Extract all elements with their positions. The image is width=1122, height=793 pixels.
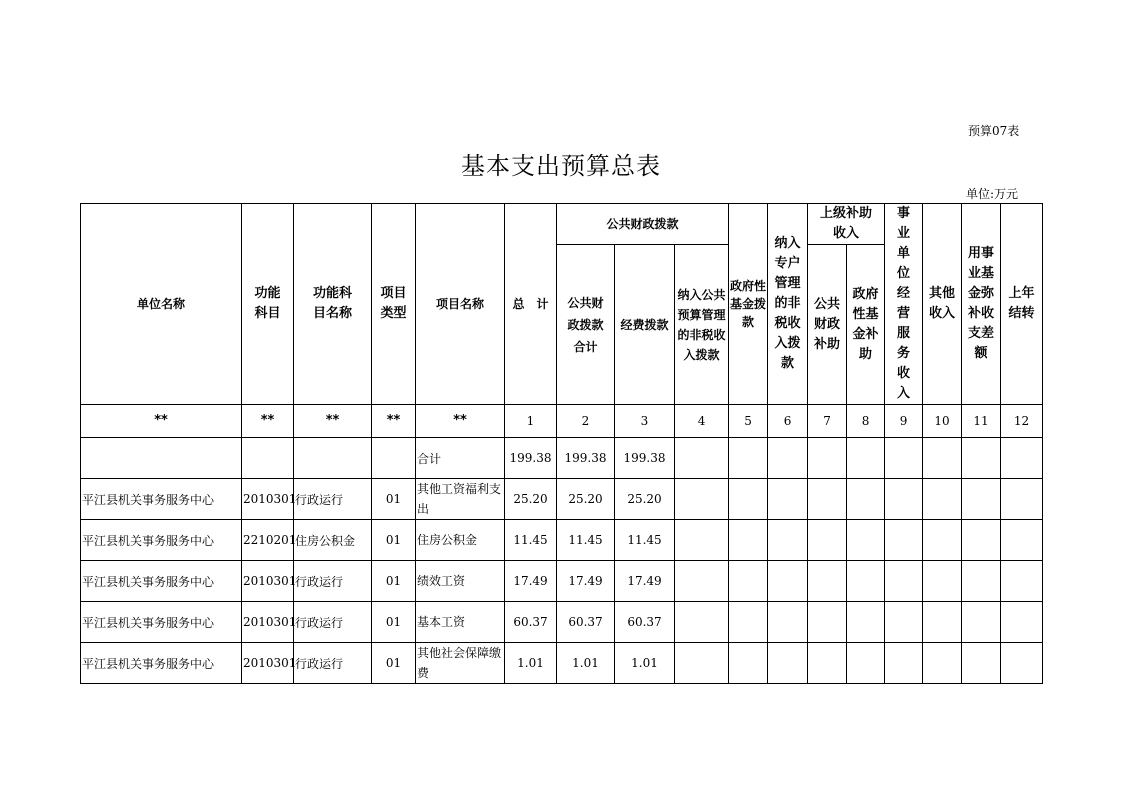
item-cell: 其他社会保障缴费 bbox=[416, 643, 505, 684]
index-cell: ** bbox=[242, 405, 294, 438]
index-cell: 10 bbox=[923, 405, 962, 438]
index-cell: 3 bbox=[615, 405, 675, 438]
summary-total: 199.38 bbox=[505, 438, 557, 479]
unit-cell: 平江县机关事务服务中心 bbox=[81, 479, 242, 520]
header-funding: 经费拨款 bbox=[615, 245, 675, 405]
index-cell: 2 bbox=[557, 405, 615, 438]
index-row bbox=[81, 405, 1043, 438]
header-func-code: 功能科目 bbox=[242, 204, 294, 405]
code-cell: 2010301 bbox=[242, 602, 294, 643]
summary-public-total: 199.38 bbox=[557, 438, 615, 479]
header-upper-public: 公共财政补助 bbox=[808, 245, 847, 405]
type-cell: 01 bbox=[372, 520, 416, 561]
unit-cell: 平江县机关事务服务中心 bbox=[81, 561, 242, 602]
code-cell: 2210201 bbox=[242, 520, 294, 561]
header-business-income: 事业单位经营服务收入 bbox=[885, 204, 923, 405]
code-cell: 2010301 bbox=[242, 643, 294, 684]
funding-cell: 60.37 bbox=[615, 602, 675, 643]
header-total: 总 计 bbox=[505, 204, 557, 405]
func-cell: 行政运行 bbox=[294, 479, 372, 520]
index-cell: ** bbox=[416, 405, 505, 438]
table-row bbox=[81, 602, 1043, 643]
table-row bbox=[81, 643, 1043, 684]
unit-cell: 平江县机关事务服务中心 bbox=[81, 602, 242, 643]
item-cell: 其他工资福利支出 bbox=[416, 479, 505, 520]
form-number: 预算07表 bbox=[968, 124, 1020, 138]
table-row bbox=[81, 561, 1043, 602]
header-item-type: 项目类型 bbox=[372, 204, 416, 405]
index-cell: ** bbox=[294, 405, 372, 438]
type-cell: 01 bbox=[372, 561, 416, 602]
public-total-cell: 17.49 bbox=[557, 561, 615, 602]
header-upper-gov-fund: 政府性基金补助 bbox=[847, 245, 885, 405]
funding-cell: 25.20 bbox=[615, 479, 675, 520]
header-last-year: 上年结转 bbox=[1001, 204, 1043, 405]
index-cell: 9 bbox=[885, 405, 923, 438]
header-public-finance-total: 公共财政拨款合计 bbox=[557, 245, 615, 405]
code-cell: 2010301 bbox=[242, 561, 294, 602]
public-total-cell: 60.37 bbox=[557, 602, 615, 643]
page-title: 基本支出预算总表 bbox=[461, 152, 661, 180]
index-cell: ** bbox=[372, 405, 416, 438]
index-cell: 11 bbox=[962, 405, 1001, 438]
type-cell: 01 bbox=[372, 643, 416, 684]
unit-cell: 平江县机关事务服务中心 bbox=[81, 643, 242, 684]
index-cell: 6 bbox=[768, 405, 808, 438]
code-cell: 2010301 bbox=[242, 479, 294, 520]
header-unit-name: 单位名称 bbox=[81, 204, 242, 405]
index-cell: 12 bbox=[1001, 405, 1043, 438]
total-cell: 11.45 bbox=[505, 520, 557, 561]
item-cell: 绩效工资 bbox=[416, 561, 505, 602]
unit-cell: 平江县机关事务服务中心 bbox=[81, 520, 242, 561]
header-public-finance: 公共财政拨款 bbox=[557, 204, 729, 245]
header-fund-offset: 用事业基金弥补收支差额 bbox=[962, 204, 1001, 405]
unit-label: 单位:万元 bbox=[966, 187, 1019, 201]
index-cell: ** bbox=[81, 405, 242, 438]
table-row bbox=[81, 520, 1043, 561]
funding-cell: 11.45 bbox=[615, 520, 675, 561]
index-cell: 4 bbox=[675, 405, 729, 438]
summary-label: 合计 bbox=[416, 438, 505, 479]
budget-table bbox=[80, 203, 1043, 684]
total-cell: 60.37 bbox=[505, 602, 557, 643]
index-cell: 7 bbox=[808, 405, 847, 438]
header-non-tax: 纳入公共预算管理的非税收入拨款 bbox=[675, 245, 729, 405]
index-cell: 1 bbox=[505, 405, 557, 438]
summary-row bbox=[81, 438, 1043, 479]
header-other-income: 其他收入 bbox=[923, 204, 962, 405]
funding-cell: 17.49 bbox=[615, 561, 675, 602]
total-cell: 1.01 bbox=[505, 643, 557, 684]
total-cell: 25.20 bbox=[505, 479, 557, 520]
public-total-cell: 1.01 bbox=[557, 643, 615, 684]
header-func-name: 功能科目名称 bbox=[294, 204, 372, 405]
public-total-cell: 11.45 bbox=[557, 520, 615, 561]
type-cell: 01 bbox=[372, 479, 416, 520]
public-total-cell: 25.20 bbox=[557, 479, 615, 520]
type-cell: 01 bbox=[372, 602, 416, 643]
func-cell: 行政运行 bbox=[294, 561, 372, 602]
total-cell: 17.49 bbox=[505, 561, 557, 602]
func-cell: 行政运行 bbox=[294, 602, 372, 643]
header-special-non-tax: 纳入专户管理的非税收入拨款 bbox=[768, 204, 808, 405]
func-cell: 行政运行 bbox=[294, 643, 372, 684]
header-upper-subsidy: 上级补助收入 bbox=[808, 204, 885, 245]
summary-funding: 199.38 bbox=[615, 438, 675, 479]
table-row bbox=[81, 479, 1043, 520]
item-cell: 住房公积金 bbox=[416, 520, 505, 561]
funding-cell: 1.01 bbox=[615, 643, 675, 684]
item-cell: 基本工资 bbox=[416, 602, 505, 643]
index-cell: 8 bbox=[847, 405, 885, 438]
func-cell: 住房公积金 bbox=[294, 520, 372, 561]
header-gov-fund: 政府性基金拨款 bbox=[729, 204, 768, 405]
header-item-name: 项目名称 bbox=[416, 204, 505, 405]
index-cell: 5 bbox=[729, 405, 768, 438]
